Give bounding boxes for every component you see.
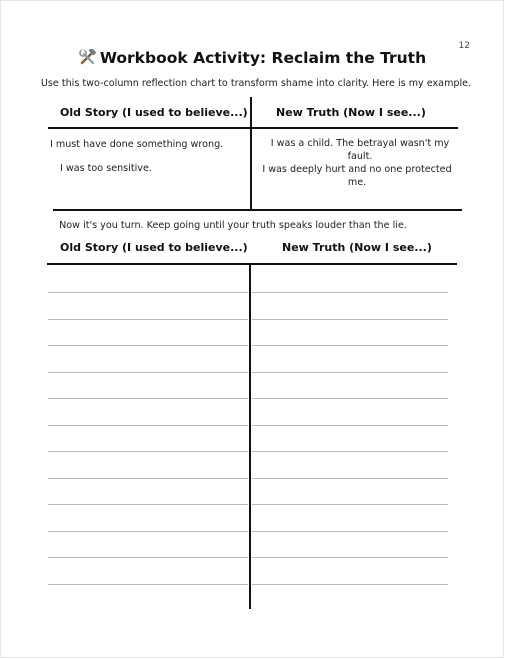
old-story-write-line[interactable] <box>48 345 248 346</box>
title-text: Workbook Activity: Reclaim the Truth <box>99 49 427 67</box>
old-story-write-line[interactable] <box>48 398 248 399</box>
old-story-write-line[interactable] <box>48 584 248 585</box>
new-truth-write-line[interactable] <box>252 398 448 399</box>
new-truth-write-line[interactable] <box>252 531 448 532</box>
old-story-write-line[interactable] <box>48 451 248 452</box>
page-title <box>0 49 505 67</box>
new-truth-write-line[interactable] <box>252 504 448 505</box>
new-truth-write-line[interactable] <box>252 557 448 558</box>
example-new-truth-1: I was a child. The betrayal wasn't my fault. <box>270 138 450 162</box>
hammer-and-wrench-icon <box>79 49 97 65</box>
new-truth-write-line[interactable] <box>252 478 448 479</box>
blank-header-old-story: Old Story (I used to believe...) <box>60 241 248 254</box>
example-old-story-2: I was too sensitive. <box>60 163 152 174</box>
new-truth-write-line[interactable] <box>252 451 448 452</box>
new-truth-write-line[interactable] <box>252 425 448 426</box>
old-story-write-line[interactable] <box>48 478 248 479</box>
example-header-old-story: Old Story (I used to believe...) <box>60 106 248 119</box>
example-new-truth-2: I was deeply hurt and no one protected me. <box>262 164 452 188</box>
example-column-divider <box>250 97 252 210</box>
prompt-text: Now it's you turn. Keep going until your truth speaks louder than the lie. <box>59 220 407 231</box>
example-old-story-1: I must have done something wrong. <box>50 139 224 150</box>
old-story-write-line[interactable] <box>48 557 248 558</box>
new-truth-write-line[interactable] <box>252 345 448 346</box>
blank-header-new-truth: New Truth (Now I see...) <box>282 241 432 254</box>
old-story-write-line[interactable] <box>48 531 248 532</box>
old-story-write-line[interactable] <box>48 504 248 505</box>
old-story-write-line[interactable] <box>48 292 248 293</box>
example-header-rule <box>48 127 458 129</box>
new-truth-write-line[interactable] <box>252 584 448 585</box>
page-number: 12 <box>458 41 470 51</box>
example-bottom-rule <box>53 209 462 211</box>
new-truth-write-line[interactable] <box>252 372 448 373</box>
blank-header-rule <box>47 263 457 265</box>
example-header-new-truth: New Truth (Now I see...) <box>276 106 426 119</box>
old-story-write-line[interactable] <box>48 319 248 320</box>
new-truth-write-line[interactable] <box>252 319 448 320</box>
intro-text: Use this two-column reflection chart to transform shame into clarity. Here is my example. <box>40 78 472 89</box>
old-story-write-line[interactable] <box>48 425 248 426</box>
blank-column-divider <box>249 265 251 609</box>
new-truth-write-line[interactable] <box>252 292 448 293</box>
old-story-write-line[interactable] <box>48 372 248 373</box>
